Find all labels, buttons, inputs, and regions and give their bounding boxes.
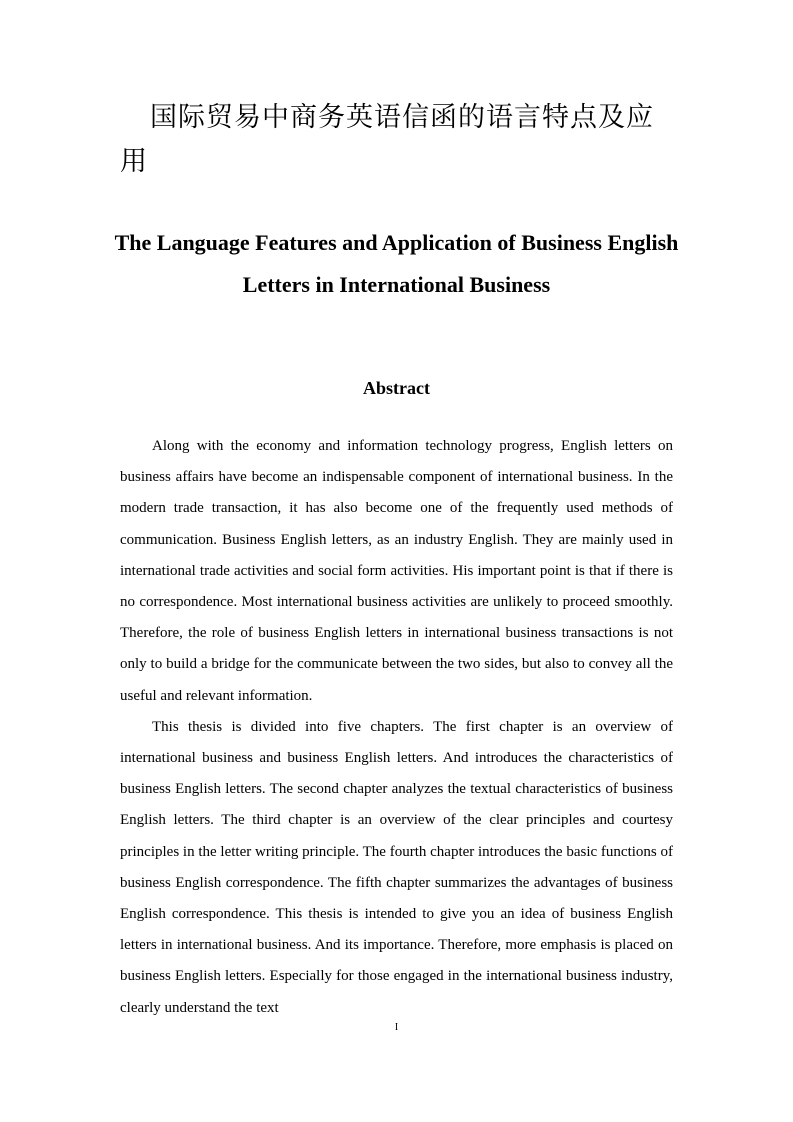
abstract-body [120,431,673,1024]
chinese-title: 国际贸易中商务英语信函的语言特点及应用 [120,102,654,177]
english-title: The Language Features and Application of Business English Letters in International Business [114,230,679,297]
page-number: I [394,1022,399,1033]
abstract-paragraph-2: This thesis is divided into five chapters. The first chapter is an overview of international business and business English letters. And introduces the characteristics of business English letters. The second chapter analyzes the textual characteristics of business English letters. The third chapter is an overview of the clear principles and courtesy principles in the letter writing principle. The fourth chapter introduces the basic functions of business English correspondence. The fifth chapter summarizes the advantages of business English correspondence. This thesis is intended to give you an idea of business English letters in international business. And its importance. Therefore, more emphasis is placed on business English letters. Especially for those engaged in the international business industry, clearly understand the text [120,718,673,1016]
abstract-paragraph-1: Along with the economy and information technology progress, English letters on business affairs have become an indispensable component of international business. In the modern trade transaction, it has also become one of the frequently used methods of communication. Business English letters, as an industry English. They are mainly used in international trade activities and social form activities. His important point is that if there is no correspondence. Most international business activities are unlikely to proceed smoothly. Therefore, the role of business English letters in international business transactions is not only to build a bridge for the communicate between the two sides, but also to convey all the useful and relevant information. [120,438,673,704]
abstract-heading: Abstract [363,378,430,398]
